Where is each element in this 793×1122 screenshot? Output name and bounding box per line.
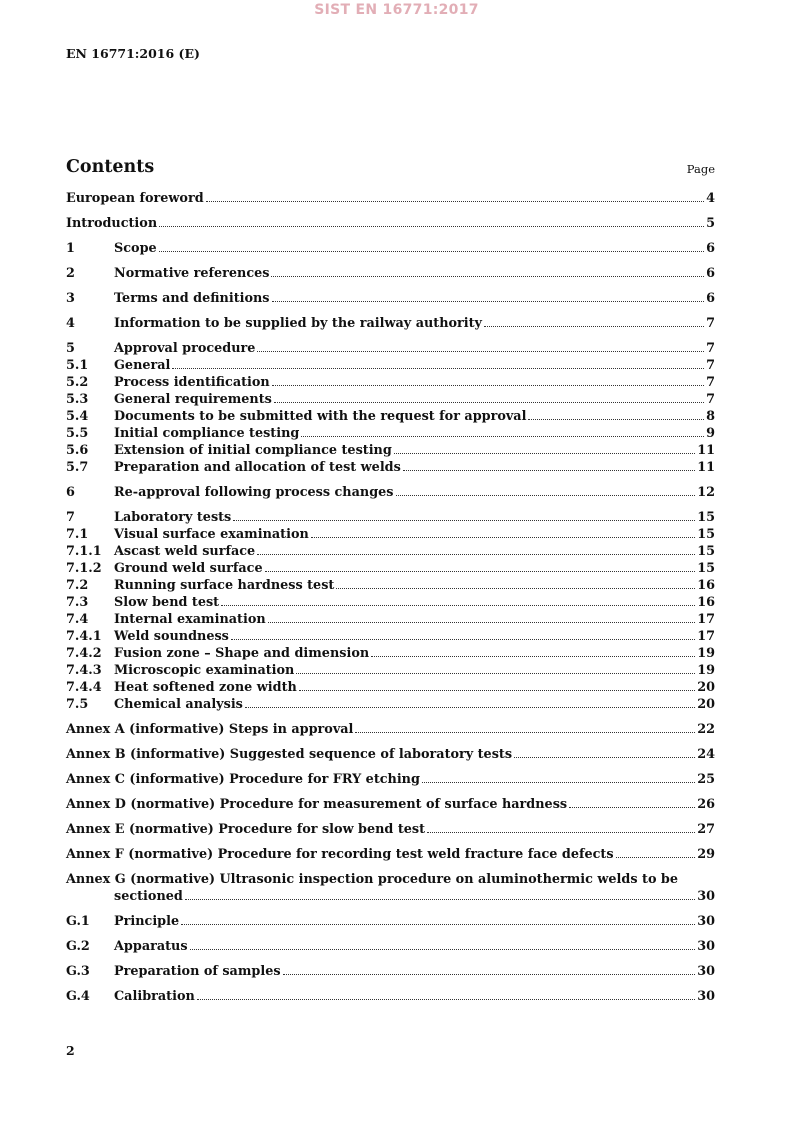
toc-entry-page: 24 [697, 747, 715, 762]
toc-entry-page: 30 [697, 964, 715, 979]
toc-entry-title: Re-approval following process changes [114, 485, 394, 500]
toc-leader-dots [233, 520, 695, 521]
toc-entry-page: 22 [697, 722, 715, 737]
toc-leader-dots [484, 326, 704, 327]
toc-entry-page: 7 [706, 341, 715, 356]
toc-entry-number: 2 [66, 266, 75, 281]
toc-leader-dots [221, 605, 695, 606]
toc-entry-page: 6 [706, 266, 715, 281]
toc-entry-title: Heat softened zone width [114, 680, 297, 695]
toc-entry[interactable] [66, 265, 715, 282]
toc-leader-dots [336, 588, 695, 589]
toc-leader-dots [569, 807, 695, 808]
toc-entry-number: 7.1.1 [66, 544, 102, 559]
toc-leader-dots [185, 899, 695, 900]
toc-leader-dots [299, 690, 695, 691]
toc-entry-title: Running surface hardness test [114, 578, 335, 593]
toc-entry-page: 15 [697, 510, 715, 525]
toc-leader-dots [274, 402, 704, 403]
toc-leader-dots [159, 251, 704, 252]
toc-entry-continuation[interactable] [66, 888, 715, 905]
toc-entry-page: 4 [706, 191, 715, 206]
toc-entry[interactable] [66, 442, 715, 459]
toc-leader-dots [394, 453, 695, 454]
toc-leader-dots [371, 656, 695, 657]
toc-entry-page: 9 [706, 426, 715, 441]
toc-entry-title: Calibration [114, 989, 195, 1004]
toc-entry-title: Visual surface examination [114, 527, 309, 542]
toc-entry-number: 7.4.4 [66, 680, 102, 695]
toc-entry-page: 7 [706, 375, 715, 390]
toc-leader-dots [283, 974, 696, 975]
toc-entry-page: 20 [697, 697, 715, 712]
toc-leader-dots [159, 226, 704, 227]
page-number: 2 [66, 1043, 75, 1058]
toc-entry-number: 5.7 [66, 460, 89, 475]
toc-entry[interactable] [66, 611, 715, 628]
toc-entry-number: G.4 [66, 989, 90, 1004]
toc-leader-dots [257, 554, 695, 555]
toc-entry-number: 7.1 [66, 527, 89, 542]
toc-entry-number: 7.4.1 [66, 629, 102, 644]
toc-entry[interactable] [66, 190, 715, 207]
toc-entry[interactable] [66, 645, 715, 662]
toc-entry-title-continuation: sectioned [114, 889, 183, 904]
toc-leader-dots [190, 949, 696, 950]
toc-entry-title: Microscopic examination [114, 663, 295, 678]
toc-entry-title: Weld soundness [114, 629, 229, 644]
toc-entry-number: 5 [66, 341, 75, 356]
toc-entry[interactable] [66, 796, 715, 813]
toc-entry-page: 19 [697, 663, 715, 678]
toc-entry[interactable] [66, 484, 715, 501]
toc-entry-page: 27 [697, 822, 715, 837]
toc-entry[interactable] [66, 425, 715, 442]
toc-entry-page: 19 [697, 646, 715, 661]
toc-entry-page: 20 [697, 680, 715, 695]
toc-entry-number: 5.1 [66, 358, 89, 373]
toc-entry-title: Fusion zone – Shape and dimension [114, 646, 370, 661]
toc-entry-title: Initial compliance testing [114, 426, 300, 441]
toc-entry-title: Principle [114, 914, 180, 929]
toc-entry-page: 17 [697, 629, 715, 644]
toc-entry-page: 25 [697, 772, 715, 787]
toc-entry-number: G.2 [66, 939, 90, 954]
toc-leader-dots [422, 782, 695, 783]
toc-leader-dots [172, 368, 704, 369]
toc-entry-number: 7 [66, 510, 75, 525]
toc-entry-page: 7 [706, 316, 715, 331]
toc-entry-number: 7.4 [66, 612, 89, 627]
toc-entry-title: Preparation and allocation of test welds [114, 460, 401, 475]
toc-leader-dots [231, 639, 695, 640]
toc-entry-page: 7 [706, 358, 715, 373]
toc-entry-page: 7 [706, 392, 715, 407]
toc-entry[interactable] [66, 374, 715, 391]
toc-entry[interactable] [66, 408, 715, 425]
toc-entry-number: 5.6 [66, 443, 89, 458]
toc-leader-dots [301, 436, 704, 437]
toc-leader-dots [514, 757, 695, 758]
toc-entry[interactable] [66, 988, 715, 1005]
table-of-contents [66, 190, 715, 1005]
toc-entry-page: 30 [697, 939, 715, 954]
toc-entry-number: 5.4 [66, 409, 89, 424]
toc-entry[interactable] [66, 315, 715, 332]
toc-entry-title: Documents to be submitted with the request for approval [114, 409, 527, 424]
toc-entry-title: Annex C (informative) Procedure for FRY etching [66, 772, 420, 787]
toc-entry[interactable] [66, 913, 715, 930]
toc-entry-page: 6 [706, 241, 715, 256]
toc-entry[interactable] [66, 594, 715, 611]
toc-entry[interactable] [66, 391, 715, 408]
page-column-label: Page [686, 162, 715, 176]
toc-leader-dots [272, 385, 704, 386]
toc-entry-page: 11 [697, 460, 715, 475]
document-id: EN 16771:2016 (E) [66, 46, 200, 61]
toc-entry-title: Approval procedure [114, 341, 256, 356]
toc-entry-number: 7.2 [66, 578, 89, 593]
toc-entry-number: 7.1.2 [66, 561, 102, 576]
toc-entry-page: 12 [697, 485, 715, 500]
toc-entry[interactable] [66, 240, 715, 257]
toc-entry-page: 30 [697, 989, 715, 1004]
toc-entry-page: 26 [697, 797, 715, 812]
toc-leader-dots [403, 470, 695, 471]
toc-entry-title: Annex F (normative) Procedure for recording test weld fracture face defects [66, 847, 614, 862]
toc-entry-title: Chemical analysis [114, 697, 243, 712]
toc-entry-number: 1 [66, 241, 75, 256]
toc-leader-dots [206, 201, 704, 202]
toc-entry-number: 7.4.2 [66, 646, 102, 661]
toc-entry-title: General requirements [114, 392, 272, 407]
toc-entry-title: Extension of initial compliance testing [114, 443, 392, 458]
toc-entry-title: Terms and definitions [114, 291, 270, 306]
toc-entry[interactable] [66, 696, 715, 713]
toc-entry-number: 7.3 [66, 595, 89, 610]
toc-entry[interactable] [66, 821, 715, 838]
toc-entry-page: 16 [697, 578, 715, 593]
toc-entry-title: Laboratory tests [114, 510, 232, 525]
toc-entry-page: 15 [697, 561, 715, 576]
toc-entry-number: 7.4.3 [66, 663, 102, 678]
toc-leader-dots [181, 924, 695, 925]
toc-leader-dots [528, 419, 704, 420]
toc-entry-number: 3 [66, 291, 75, 306]
toc-entry[interactable] [66, 459, 715, 476]
toc-entry-title: Annex D (normative) Procedure for measurement of surface hardness [66, 797, 568, 812]
contents-title: Contents [66, 157, 155, 177]
toc-leader-dots [355, 732, 695, 733]
toc-entry[interactable] [66, 290, 715, 307]
toc-entry-page: 16 [697, 595, 715, 610]
watermark: SIST EN 16771:2017 [314, 2, 479, 18]
toc-entry[interactable] [66, 679, 715, 696]
toc-entry-title: Introduction [66, 216, 158, 231]
toc-entry-page: 30 [697, 914, 715, 929]
toc-entry[interactable] [66, 577, 715, 594]
toc-leader-dots [427, 832, 695, 833]
toc-entry-title: Ground weld surface [114, 561, 263, 576]
toc-entry-number: 5.2 [66, 375, 89, 390]
toc-entry[interactable] [66, 340, 715, 357]
toc-entry-title: Preparation of samples [114, 964, 281, 979]
toc-entry[interactable] [66, 526, 715, 543]
toc-entry-number: 7.5 [66, 697, 89, 712]
toc-leader-dots [197, 999, 695, 1000]
toc-leader-dots [616, 857, 696, 858]
toc-entry[interactable] [66, 721, 715, 738]
toc-entry-page: 11 [697, 443, 715, 458]
toc-entry-page: 15 [697, 527, 715, 542]
toc-entry-title: Annex A (informative) Steps in approval [66, 722, 354, 737]
toc-leader-dots [311, 537, 695, 538]
toc-entry[interactable] [66, 357, 715, 374]
toc-leader-dots [271, 276, 704, 277]
toc-entry[interactable] [66, 771, 715, 788]
toc-leader-dots [245, 707, 695, 708]
toc-leader-dots [257, 351, 704, 352]
toc-entry[interactable] [66, 215, 715, 232]
toc-entry-page: 5 [706, 216, 715, 231]
toc-entry-page: 17 [697, 612, 715, 627]
toc-entry-title: Annex E (normative) Procedure for slow bend test [66, 822, 426, 837]
toc-leader-dots [296, 673, 695, 674]
toc-entry[interactable] [66, 628, 715, 645]
toc-leader-dots [396, 495, 696, 496]
toc-entry-page: 30 [697, 889, 715, 904]
toc-entry-page: 8 [706, 409, 715, 424]
toc-entry-page: 15 [697, 544, 715, 559]
toc-entry-title: Apparatus [114, 939, 188, 954]
toc-entry-number: 5.3 [66, 392, 89, 407]
toc-entry-title: Normative references [114, 266, 270, 281]
toc-entry[interactable] [66, 871, 715, 888]
toc-entry-title: General [114, 358, 171, 373]
toc-entry-title: Information to be supplied by the railway authority [114, 316, 482, 331]
toc-entry[interactable] [66, 509, 715, 526]
toc-entry-title: Slow bend test [114, 595, 220, 610]
toc-entry-number: G.3 [66, 964, 90, 979]
toc-entry-number: 4 [66, 316, 75, 331]
toc-entry-title: Ascast weld surface [114, 544, 256, 559]
toc-entry-title: Scope [114, 241, 157, 256]
toc-entry-number: G.1 [66, 914, 90, 929]
toc-entry[interactable] [66, 746, 715, 763]
toc-entry[interactable] [66, 543, 715, 560]
toc-entry[interactable] [66, 938, 715, 955]
toc-leader-dots [265, 571, 696, 572]
toc-entry-title: Process identification [114, 375, 270, 390]
toc-leader-dots [268, 622, 696, 623]
toc-entry[interactable] [66, 662, 715, 679]
toc-entry[interactable] [66, 560, 715, 577]
toc-leader-dots [272, 301, 705, 302]
toc-entry[interactable] [66, 963, 715, 980]
toc-entry-page: 29 [697, 847, 715, 862]
toc-entry-number: 5.5 [66, 426, 89, 441]
toc-entry-page: 6 [706, 291, 715, 306]
toc-entry-title: European foreword [66, 191, 204, 206]
toc-entry-number: 6 [66, 485, 75, 500]
toc-entry-title: Annex B (informative) Suggested sequence of laboratory tests [66, 747, 513, 762]
toc-entry-title: Annex G (normative) Ultrasonic inspection procedure on aluminothermic welds to be [66, 872, 679, 887]
toc-entry[interactable] [66, 846, 715, 863]
toc-entry-title: Internal examination [114, 612, 266, 627]
